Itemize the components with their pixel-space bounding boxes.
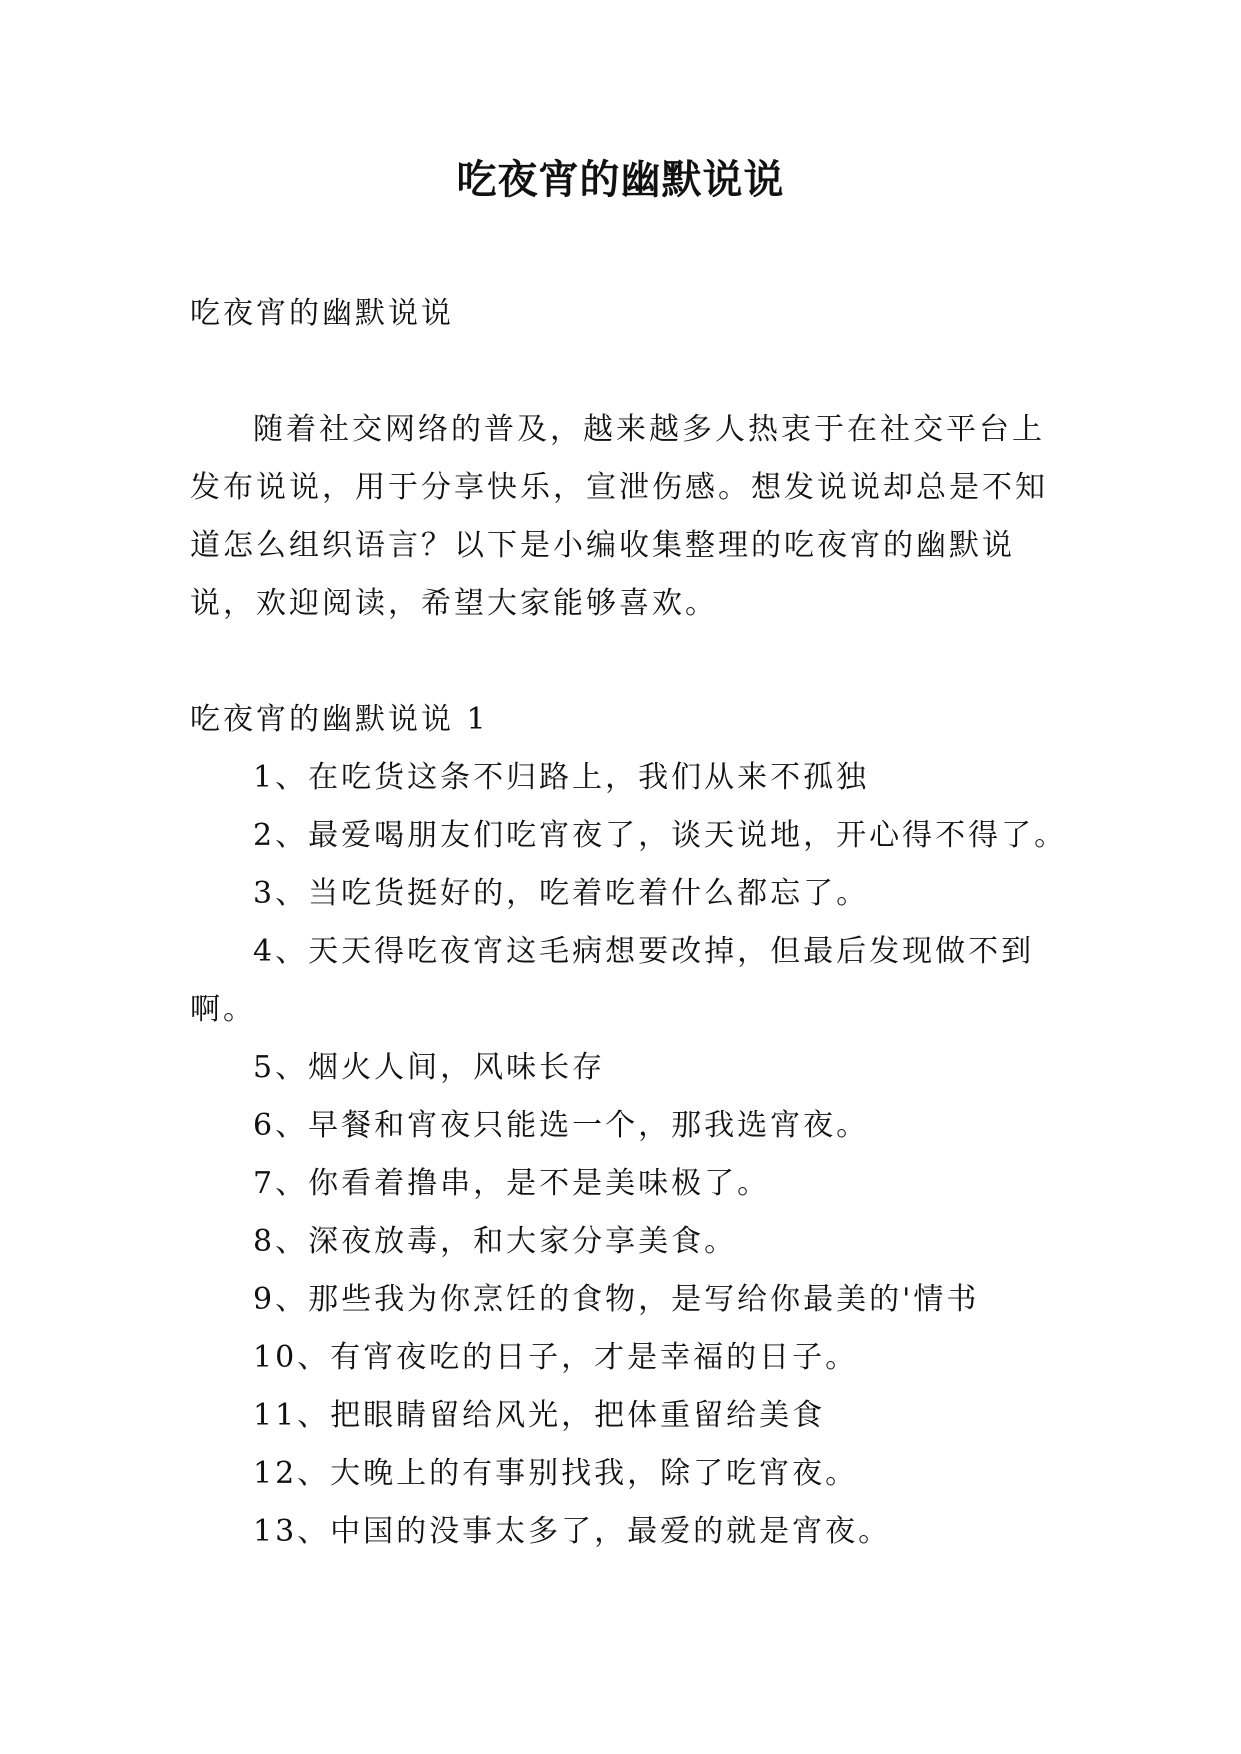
list-item: 7、你看着撸串，是不是美味极了。 <box>253 1166 771 1201</box>
intro-line-3: 道怎么组织语言？以下是小编收集整理的吃夜宵的幽默说 <box>190 528 1015 563</box>
section-heading: 吃夜宵的幽默说说 1 <box>190 702 489 737</box>
list-item: 11、把眼睛留给风光，把体重留给美食 <box>253 1398 826 1433</box>
document-title: 吃夜宵的幽默说说 <box>456 156 785 203</box>
list-item: 12、大晚上的有事别找我，除了吃宵夜。 <box>253 1456 859 1491</box>
list-item: 8、深夜放毒，和大家分享美食。 <box>253 1224 738 1259</box>
intro-line-2: 发布说说，用于分享快乐，宣泄伤感。想发说说却总是不知 <box>190 470 1048 505</box>
list-item: 6、早餐和宵夜只能选一个，那我选宵夜。 <box>253 1108 870 1143</box>
list-item-continuation: 啊。 <box>190 992 256 1027</box>
list-item: 2、最爱喝朋友们吃宵夜了，谈天说地，开心得不得了。 <box>253 818 1068 853</box>
list-item: 4、天天得吃夜宵这毛病想要改掉，但最后发现做不到 <box>253 934 1035 969</box>
list-item: 3、当吃货挺好的，吃着吃着什么都忘了。 <box>253 876 870 911</box>
intro-line-4: 说，欢迎阅读，希望大家能够喜欢。 <box>190 586 718 621</box>
list-item: 9、那些我为你烹饪的食物，是写给你最美的'情书 <box>253 1282 980 1317</box>
list-item: 5、烟火人间，风味长存 <box>253 1050 606 1085</box>
intro-line-1: 随着社交网络的普及，越来越多人热衷于在社交平台上 <box>253 412 1045 447</box>
document-subtitle: 吃夜宵的幽默说说 <box>190 296 454 331</box>
list-item: 10、有宵夜吃的日子，才是幸福的日子。 <box>253 1340 859 1375</box>
list-item: 1、在吃货这条不归路上，我们从来不孤独 <box>253 760 870 795</box>
list-item: 13、中国的没事太多了，最爱的就是宵夜。 <box>253 1514 892 1549</box>
